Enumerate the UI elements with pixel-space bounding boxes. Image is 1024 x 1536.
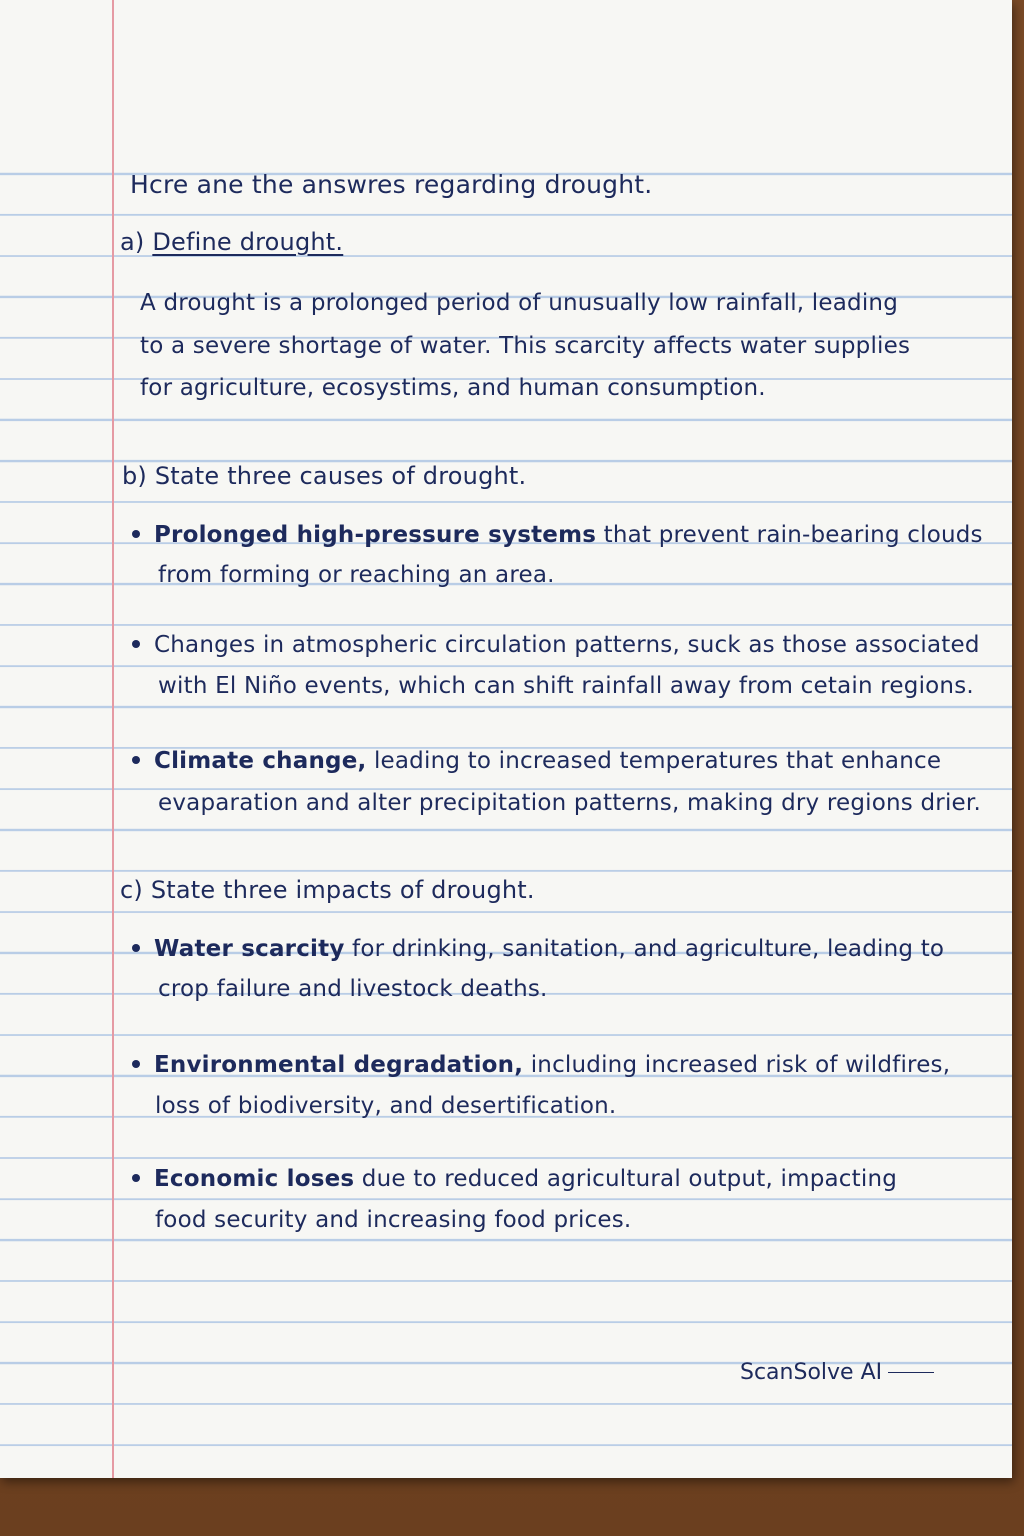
- cause-1-continuation: from forming or reaching an area.: [158, 562, 555, 588]
- footer-brand: ScanSolve AI: [740, 1360, 883, 1385]
- question-b-label: b): [122, 462, 147, 490]
- question-a: [120, 228, 343, 256]
- answer-a-line-2: to a severe shortage of water. This scarcity affects water supplies: [140, 333, 911, 359]
- impact-1-text: for drinking, sanitation, and agriculture, leading to: [344, 936, 945, 962]
- bullet-dot: [132, 1060, 140, 1068]
- impact-1-continuation: crop failure and livestock deaths.: [158, 976, 548, 1002]
- question-c: [120, 876, 535, 904]
- cause-3-continuation: evaparation and alter precipitation patterns, making dry regions drier.: [158, 790, 981, 816]
- cause-1-bold: Prolonged high-pressure systems: [154, 522, 597, 548]
- impact-2-text: including increased risk of wildfires,: [523, 1052, 951, 1078]
- question-b-text: State three causes of drought.: [154, 462, 527, 490]
- impact-1-bold: Water scarcity: [154, 936, 345, 962]
- cause-bullet-1: [132, 522, 983, 548]
- impact-2-bold: Environmental degradation,: [154, 1052, 524, 1078]
- impact-bullet-1: [132, 936, 944, 962]
- bullet-dot: [132, 640, 140, 648]
- answer-a-line-3: for agriculture, ecosystims, and human consumption.: [140, 375, 766, 401]
- intro-text: Hcre ane the answres regarding drought.: [130, 170, 653, 199]
- footer-signature: [740, 1360, 934, 1385]
- impact-bullet-2: [132, 1052, 950, 1078]
- question-a-text: Define drought.: [152, 228, 344, 256]
- bullet-dot: [132, 530, 140, 538]
- cause-1-text: that prevent rain-bearing clouds: [596, 522, 983, 548]
- cause-3-text: leading to increased temperatures that enhance: [366, 748, 942, 774]
- bullet-dot: [132, 944, 140, 952]
- impact-3-text: due to reduced agricultural output, impacting: [354, 1166, 898, 1192]
- impact-2-continuation: loss of biodiversity, and desertification.: [155, 1093, 617, 1119]
- bullet-dot: [132, 1174, 140, 1182]
- cause-2-text: Changes in atmospheric circulation patterns, suck as those associated: [154, 632, 980, 658]
- cause-bullet-2: [132, 632, 980, 658]
- impact-bullet-3: [132, 1166, 897, 1192]
- question-c-text: State three impacts of drought.: [150, 876, 535, 904]
- bullet-dot: [132, 756, 140, 764]
- cause-bullet-3: [132, 748, 941, 774]
- question-a-label: a): [120, 228, 145, 256]
- cause-3-bold: Climate change,: [154, 748, 367, 774]
- question-c-label: c): [120, 876, 143, 904]
- question-b: [122, 462, 526, 490]
- footer-rule: [888, 1372, 934, 1373]
- cause-2-continuation: with El Niño events, which can shift rainfall away from cetain regions.: [158, 673, 974, 699]
- impact-3-continuation: food security and increasing food prices.: [155, 1207, 632, 1233]
- answer-a-line-1: A drought is a prolonged period of unusually low rainfall, leading: [140, 290, 899, 316]
- margin-line: [112, 0, 114, 1478]
- impact-3-bold: Economic loses: [154, 1166, 355, 1192]
